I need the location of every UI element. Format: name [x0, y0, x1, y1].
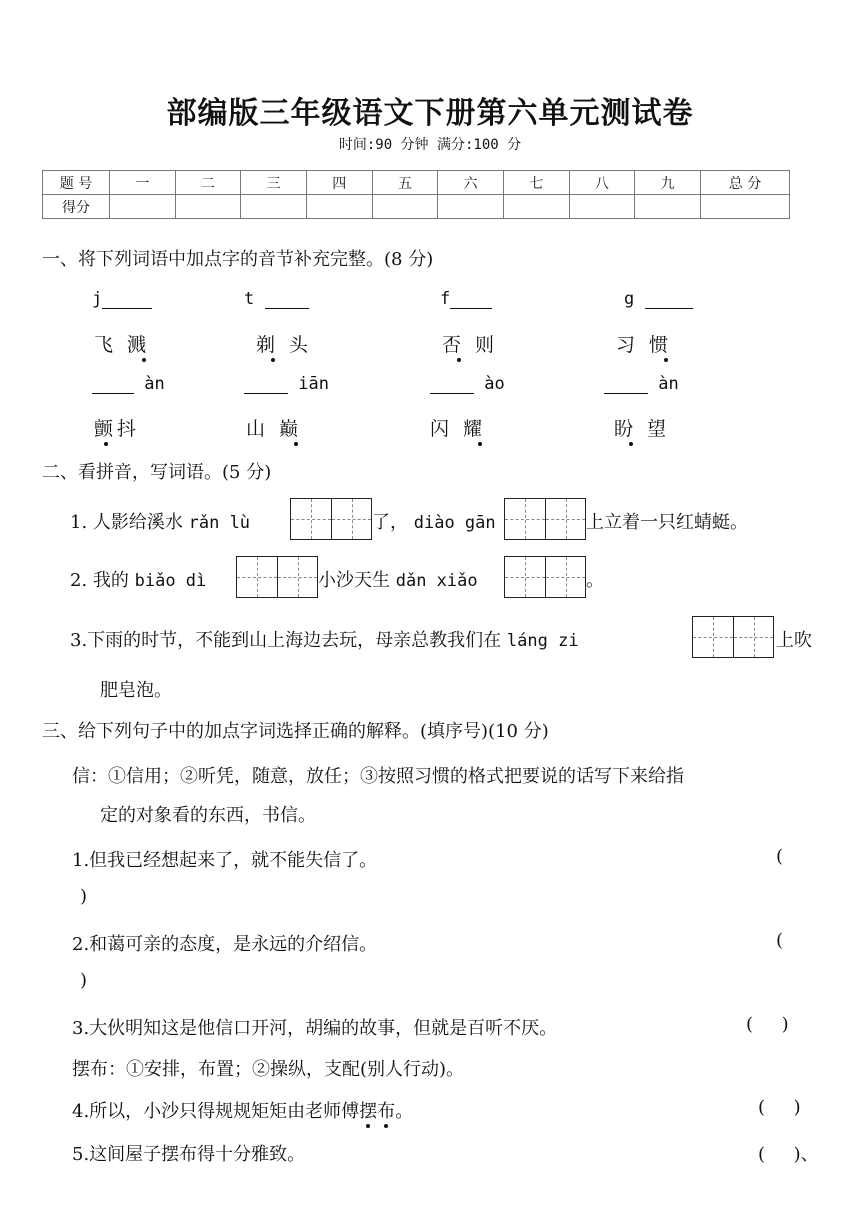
sentence-2-part-c: 。 — [586, 570, 604, 591]
score-header-cell: 六 — [438, 171, 504, 195]
vocab-word: 否则 — [442, 334, 509, 356]
answer-paren-close[interactable]: ) — [80, 886, 88, 907]
answer-blank[interactable] — [604, 375, 648, 394]
score-row-label: 得分 — [43, 195, 110, 219]
answer-paren[interactable]: ( ) — [758, 1097, 801, 1118]
answer-blank[interactable] — [102, 290, 152, 309]
vocab-word — [94, 330, 160, 357]
score-input-cell[interactable] — [701, 195, 790, 219]
score-input-cell[interactable] — [306, 195, 372, 219]
vocab-word: 剃头 — [256, 334, 323, 356]
definition-xin-line-2: 定的对象看的东西，书信。 — [100, 805, 316, 826]
tianzige-grid[interactable] — [504, 498, 586, 540]
answer-paren-open[interactable]: ( — [776, 846, 784, 867]
answer-blank[interactable] — [92, 375, 134, 394]
pinyin-suffix: àn — [658, 374, 679, 394]
tianzige-grid[interactable] — [692, 616, 774, 658]
score-header-cell: 九 — [635, 171, 701, 195]
score-table-header-row — [43, 171, 790, 195]
sentence-text: 了， — [372, 512, 408, 533]
pinyin-text: diào gān — [413, 513, 496, 533]
pinyin-text: biǎo dì — [134, 571, 207, 591]
page-title: 部编版三年级语文下册第六单元测试卷 — [166, 96, 694, 131]
score-header-cell: 总 分 — [701, 171, 790, 195]
question-item: 4.所以，小沙只得规规矩矩由老师傅摆布。 — [72, 1101, 414, 1122]
score-input-cell[interactable] — [241, 195, 307, 219]
score-input-cell[interactable] — [175, 195, 241, 219]
pinyin-prefix: g — [624, 289, 635, 309]
score-header-cell: 五 — [372, 171, 438, 195]
question-item: 1.但我已经想起来了，就不能失信了。 — [72, 850, 378, 871]
sentence-text: 1. 人影给溪水 — [70, 512, 189, 533]
sentence-text: 小沙天生 — [318, 570, 396, 591]
answer-paren-open[interactable]: ( — [776, 930, 784, 951]
score-header-cell: 三 — [241, 171, 307, 195]
question-item: 5.这间屋子摆布得十分雅致。 — [72, 1144, 306, 1165]
sentence-3-part-a — [70, 626, 579, 652]
emphasis-char: 布 — [377, 1101, 396, 1122]
section-1-heading: 一、将下列词语中加点字的音节补充完整。(8 分) — [42, 249, 434, 270]
pinyin-text: dǎn xiǎo — [395, 571, 478, 591]
answer-paren[interactable]: ( ) — [746, 1014, 789, 1035]
tianzige-grid[interactable] — [290, 498, 372, 540]
sentence-1-part-c: 上立着一只红蜻蜓。 — [586, 512, 748, 533]
pinyin-prefix: t — [244, 289, 255, 309]
vocab-word-text: 飞溅 — [94, 334, 161, 356]
pinyin-blank-item — [92, 289, 152, 309]
section-2-heading: 二、看拼音，写词语。(5 分) — [42, 462, 272, 483]
answer-paren-close[interactable]: ) — [80, 970, 88, 991]
pinyin-blank-item — [430, 374, 505, 394]
sentence-3-part-c: 肥皂泡。 — [100, 680, 172, 701]
score-table-score-row — [43, 195, 790, 219]
score-header-cell: 四 — [306, 171, 372, 195]
vocab-word: 颤抖 — [94, 418, 141, 440]
vocab-word: 闪耀 — [430, 418, 497, 440]
score-table — [42, 170, 790, 219]
definition-xin-line-1: 信：①信用；②听凭，随意，放任；③按照习惯的格式把要说的话写下来给指 — [72, 766, 684, 787]
emphasis-char: 摆 — [359, 1101, 378, 1122]
exam-time-score: 时间:90 分钟 满分:100 分 — [338, 137, 522, 153]
answer-blank[interactable] — [430, 375, 474, 394]
sentence-text: 2. 我的 — [70, 570, 135, 591]
pinyin-suffix: ào — [484, 374, 505, 394]
score-header-cell: 一 — [110, 171, 176, 195]
pinyin-text: rǎn lù — [188, 513, 251, 533]
sentence-text: 3.下雨的时节，不能到山上海边去玩，母亲总教我们在 — [70, 630, 507, 651]
pinyin-blank-item — [604, 374, 679, 394]
score-header-cell: 八 — [569, 171, 635, 195]
score-header-cell: 二 — [175, 171, 241, 195]
pinyin-blank-item — [624, 289, 693, 309]
vocab-word: 盼望 — [614, 418, 681, 440]
pinyin-prefix: f — [440, 289, 451, 309]
score-input-cell[interactable] — [372, 195, 438, 219]
pinyin-suffix: àn — [144, 374, 165, 394]
definition-baibu: 摆布：①安排，布置；②操纵，支配(别人行动)。 — [72, 1059, 465, 1080]
score-header-cell: 七 — [503, 171, 569, 195]
question-item: 3.大伙明知这是他信口开河，胡编的故事，但就是百听不厌。 — [72, 1018, 558, 1039]
tianzige-grid[interactable] — [236, 556, 318, 598]
answer-blank[interactable] — [645, 290, 693, 309]
pinyin-blank-item — [244, 374, 329, 394]
sentence-1-part-b — [372, 508, 496, 534]
answer-blank[interactable] — [450, 290, 492, 309]
score-input-cell[interactable] — [569, 195, 635, 219]
score-input-cell[interactable] — [503, 195, 569, 219]
pinyin-blank-item — [244, 289, 309, 309]
answer-blank[interactable] — [265, 290, 309, 309]
sentence-2-part-b — [318, 566, 478, 592]
section-3-heading: 三、给下列句子中的加点字词选择正确的解释。(填序号)(10 分) — [42, 721, 549, 742]
answer-paren[interactable]: ( )、 — [758, 1144, 819, 1165]
question-item: 2.和蔼可亲的态度，是永远的介绍信。 — [72, 934, 378, 955]
pinyin-text: láng zi — [506, 631, 579, 651]
tianzige-grid[interactable] — [504, 556, 586, 598]
sentence-3-part-b: 上吹 — [776, 630, 812, 651]
answer-blank[interactable] — [244, 375, 288, 394]
vocab-word: 习惯 — [616, 334, 683, 356]
pinyin-suffix: iān — [298, 374, 329, 394]
vocab-word: 山巅 — [246, 418, 313, 440]
score-header-cell: 题 号 — [43, 171, 110, 195]
sentence-1-part-a — [70, 508, 250, 534]
pinyin-blank-item — [92, 374, 165, 394]
score-input-cell[interactable] — [438, 195, 504, 219]
pinyin-prefix: j — [92, 289, 103, 309]
score-input-cell[interactable] — [110, 195, 176, 219]
pinyin-blank-item — [440, 289, 492, 309]
sentence-2-part-a — [70, 566, 206, 592]
score-input-cell[interactable] — [635, 195, 701, 219]
